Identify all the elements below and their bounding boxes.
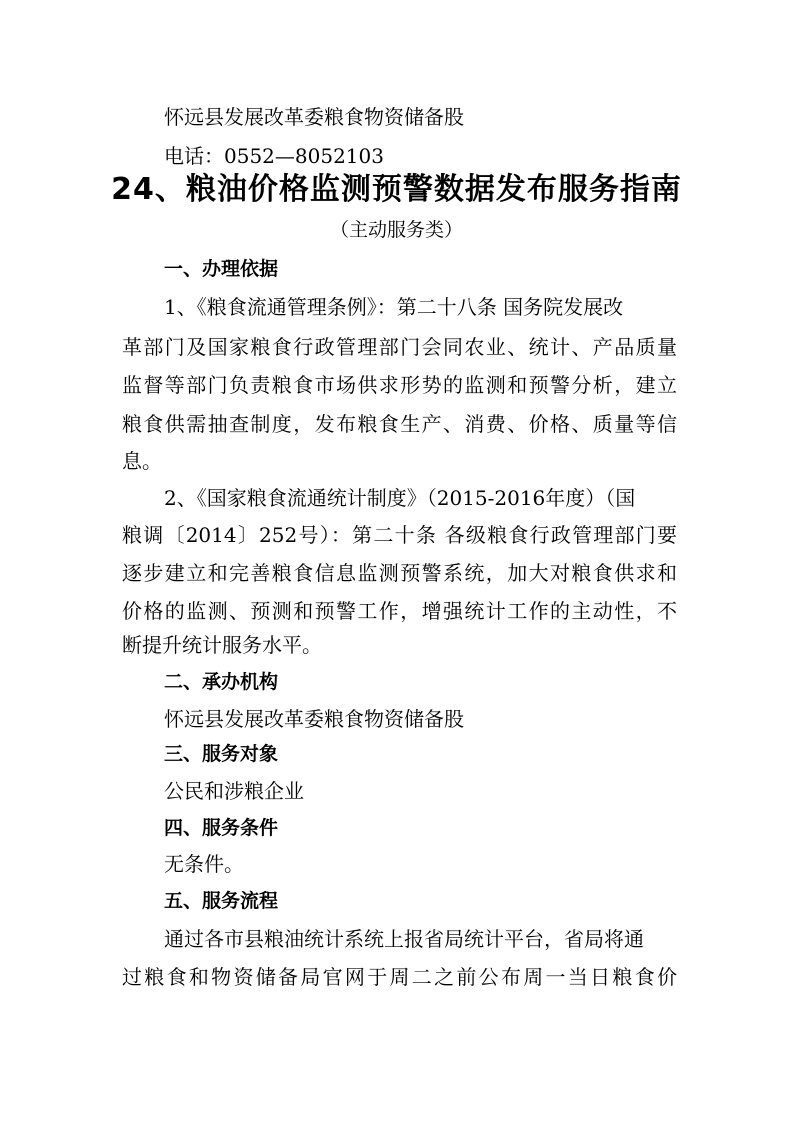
basis-item1-line: 1、《粮食流通管理条例》：第二十八条 国务院发展改 (164, 295, 624, 319)
section-heading-agency: 二、承办机构 (164, 671, 279, 693)
document-title: 24、粮油价格监测预警数据发布服务指南 (111, 172, 682, 207)
target-text: 公民和涉粮企业 (164, 779, 304, 803)
basis-item1-line: 革部门及国家粮食行政管理部门会同农业、统计、产品质量 (122, 335, 677, 359)
basis-item2-line: 价格的监测、预测和预警工作，增强统计工作的主动性，不 (122, 599, 677, 623)
process-line: 通过各市县粮油统计系统上报省局统计平台，省局将通 (164, 927, 644, 951)
section-heading-process: 五、服务流程 (164, 890, 279, 912)
basis-item2-line: 2、《国家粮食流通统计制度》（2015-2016年度）（国 (164, 486, 636, 510)
header-agency: 怀远县发展改革委粮食物资储备股 (164, 105, 464, 129)
basis-item1-line: 息。 (122, 449, 162, 473)
header-phone: 电话：0552—8052103 (164, 144, 384, 168)
process-line: 过粮食和物资储备局官网于周二之前公布周一当日粮食价 (122, 965, 677, 989)
basis-item1-line: 粮食供需抽查制度，发布粮食生产、消费、价格、质量等信 (122, 412, 677, 436)
basis-item2-line: 逐步建立和完善粮食信息监测预警系统，加大对粮食供求和 (122, 561, 677, 585)
section-heading-target: 三、服务对象 (164, 743, 279, 765)
conditions-text: 无条件。 (164, 852, 244, 876)
section-heading-conditions: 四、服务条件 (164, 817, 279, 839)
agency-text: 怀远县发展改革委粮食物资储备股 (164, 707, 464, 731)
basis-item2-line: 断提升统计服务水平。 (122, 633, 322, 657)
basis-item1-line: 监督等部门负责粮食市场供求形势的监测和预警分析，建立 (122, 373, 677, 397)
section-heading-basis: 一、办理依据 (164, 258, 279, 280)
document-subtitle: （主动服务类） (329, 219, 463, 241)
basis-item2-line: 粮调〔2014〕252号）：第二十条 各级粮食行政管理部门要 (122, 523, 677, 547)
